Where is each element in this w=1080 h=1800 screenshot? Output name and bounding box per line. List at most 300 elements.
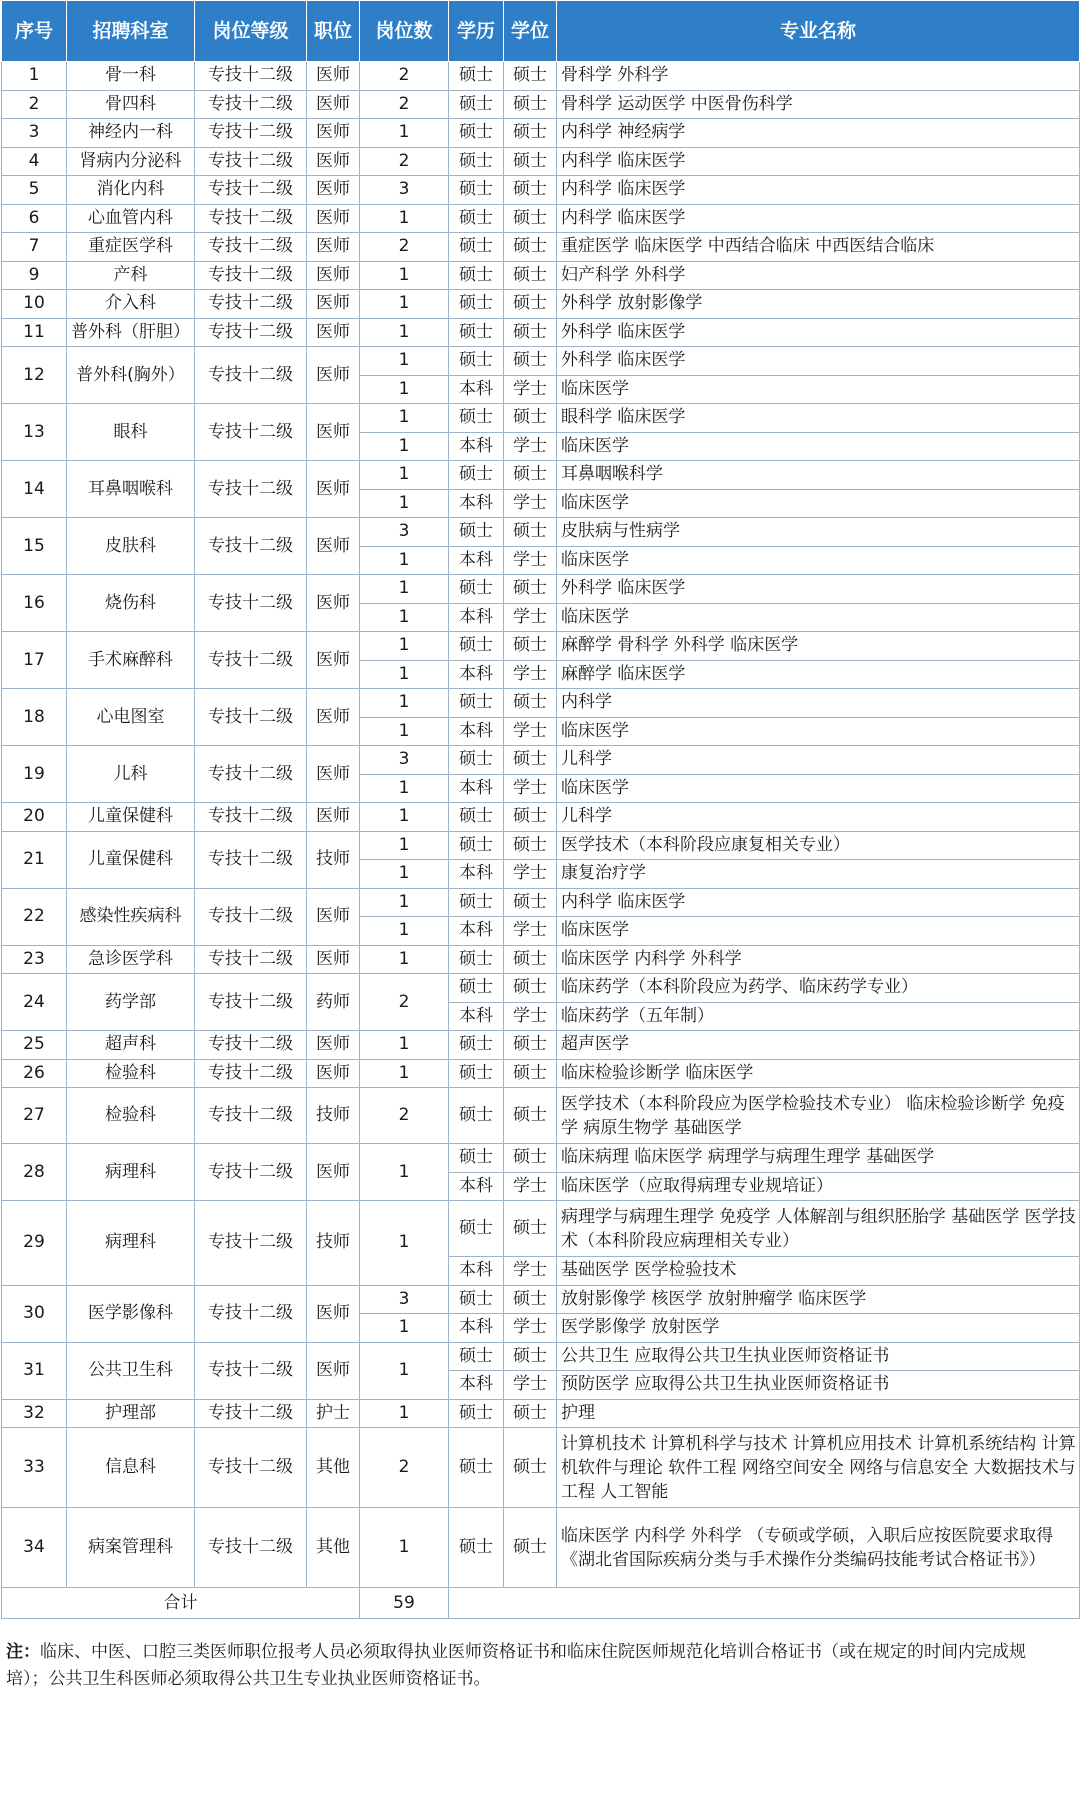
cell-title: 医师 [307, 575, 360, 632]
cell-degree: 硕士 [504, 1342, 557, 1371]
cell-dept: 骨四科 [67, 90, 195, 119]
cell-grade: 专技十二级 [195, 831, 307, 888]
cell-major: 皮肤病与性病学 [557, 518, 1080, 547]
cell-count: 1 [360, 461, 449, 490]
cell-title: 医师 [307, 204, 360, 233]
cell-seq: 5 [2, 176, 67, 205]
cell-count: 3 [360, 518, 449, 547]
cell-education: 硕士 [449, 1342, 504, 1371]
cell-dept: 病理科 [67, 1201, 195, 1286]
cell-dept: 儿童保健科 [67, 831, 195, 888]
cell-major: 放射影像学 核医学 放射肿瘤学 临床医学 [557, 1285, 1080, 1314]
header-major: 专业名称 [557, 1, 1080, 62]
cell-degree: 硕士 [504, 974, 557, 1003]
table-row [2, 518, 1080, 547]
cell-grade: 专技十二级 [195, 318, 307, 347]
cell-education: 硕士 [449, 318, 504, 347]
cell-title: 药师 [307, 974, 360, 1031]
cell-major: 临床医学 [557, 546, 1080, 575]
cell-education: 硕士 [449, 204, 504, 233]
cell-education: 本科 [449, 1002, 504, 1031]
cell-degree: 学士 [504, 1314, 557, 1343]
cell-degree: 硕士 [504, 1201, 557, 1257]
cell-degree: 硕士 [504, 404, 557, 433]
cell-education: 硕士 [449, 1201, 504, 1257]
cell-title: 护士 [307, 1399, 360, 1428]
cell-major: 内科学 临床医学 [557, 204, 1080, 233]
cell-major: 护理 [557, 1399, 1080, 1428]
cell-degree: 硕士 [504, 62, 557, 91]
cell-count: 1 [360, 945, 449, 974]
cell-grade: 专技十二级 [195, 347, 307, 404]
cell-seq: 33 [2, 1428, 67, 1508]
cell-major: 康复治疗学 [557, 860, 1080, 889]
cell-education: 硕士 [449, 888, 504, 917]
cell-seq: 10 [2, 290, 67, 319]
total-empty [449, 1588, 1080, 1619]
cell-degree: 硕士 [504, 1428, 557, 1508]
cell-major: 骨科学 运动医学 中医骨伤科学 [557, 90, 1080, 119]
cell-seq: 20 [2, 803, 67, 832]
cell-grade: 专技十二级 [195, 261, 307, 290]
cell-count: 1 [360, 489, 449, 518]
table-row [2, 974, 1080, 1003]
cell-grade: 专技十二级 [195, 888, 307, 945]
header-grade: 岗位等级 [195, 1, 307, 62]
cell-count: 1 [360, 888, 449, 917]
cell-title: 医师 [307, 518, 360, 575]
cell-seq: 2 [2, 90, 67, 119]
cell-degree: 学士 [504, 1371, 557, 1400]
cell-dept: 感染性疾病科 [67, 888, 195, 945]
cell-major: 临床医学 [557, 489, 1080, 518]
cell-grade: 专技十二级 [195, 1144, 307, 1201]
cell-seq: 21 [2, 831, 67, 888]
cell-degree: 硕士 [504, 746, 557, 775]
table-row [2, 1428, 1080, 1508]
cell-title: 医师 [307, 461, 360, 518]
cell-count: 1 [360, 1031, 449, 1060]
cell-seq: 17 [2, 632, 67, 689]
cell-count: 1 [360, 318, 449, 347]
cell-grade: 专技十二级 [195, 518, 307, 575]
cell-title: 技师 [307, 1201, 360, 1286]
cell-major: 病理学与病理生理学 免疫学 人体解剖与组织胚胎学 基础医学 医学技术（本科阶段应病理相关专业） [557, 1201, 1080, 1257]
cell-education: 硕士 [449, 518, 504, 547]
cell-dept: 手术麻醉科 [67, 632, 195, 689]
cell-grade: 专技十二级 [195, 90, 307, 119]
table-row [2, 1088, 1080, 1144]
total-value: 59 [360, 1588, 449, 1619]
cell-grade: 专技十二级 [195, 1428, 307, 1508]
cell-dept: 病案管理科 [67, 1508, 195, 1588]
cell-seq: 34 [2, 1508, 67, 1588]
cell-degree: 硕士 [504, 1285, 557, 1314]
cell-education: 本科 [449, 1371, 504, 1400]
table-row [2, 1031, 1080, 1060]
cell-grade: 专技十二级 [195, 204, 307, 233]
cell-count: 1 [360, 1059, 449, 1088]
cell-grade: 专技十二级 [195, 945, 307, 974]
cell-major: 超声医学 [557, 1031, 1080, 1060]
cell-grade: 专技十二级 [195, 404, 307, 461]
cell-seq: 26 [2, 1059, 67, 1088]
cell-degree: 硕士 [504, 689, 557, 718]
cell-count: 1 [360, 917, 449, 946]
cell-major: 临床病理 临床医学 病理学与病理生理学 基础医学 [557, 1144, 1080, 1173]
cell-grade: 专技十二级 [195, 1088, 307, 1144]
cell-major: 内科学 临床医学 [557, 176, 1080, 205]
cell-major: 临床医学 [557, 774, 1080, 803]
cell-dept: 儿童保健科 [67, 803, 195, 832]
cell-major: 骨科学 外科学 [557, 62, 1080, 91]
cell-degree: 学士 [504, 917, 557, 946]
cell-count: 1 [360, 774, 449, 803]
cell-seq: 16 [2, 575, 67, 632]
cell-major: 内科学 临床医学 [557, 147, 1080, 176]
cell-count: 1 [360, 546, 449, 575]
cell-seq: 29 [2, 1201, 67, 1286]
cell-title: 技师 [307, 831, 360, 888]
cell-dept: 药学部 [67, 974, 195, 1031]
cell-degree: 硕士 [504, 233, 557, 262]
cell-seq: 9 [2, 261, 67, 290]
table-row [2, 1144, 1080, 1173]
cell-dept: 眼科 [67, 404, 195, 461]
cell-count: 1 [360, 1399, 449, 1428]
cell-degree: 硕士 [504, 1508, 557, 1588]
cell-education: 本科 [449, 1257, 504, 1286]
cell-seq: 4 [2, 147, 67, 176]
cell-count: 1 [360, 632, 449, 661]
cell-education: 硕士 [449, 945, 504, 974]
cell-major: 临床医学 [557, 717, 1080, 746]
cell-dept: 皮肤科 [67, 518, 195, 575]
cell-grade: 专技十二级 [195, 1031, 307, 1060]
table-header-row [2, 1, 1080, 62]
cell-major: 临床医学 [557, 375, 1080, 404]
cell-education: 硕士 [449, 1088, 504, 1144]
cell-seq: 12 [2, 347, 67, 404]
cell-education: 本科 [449, 546, 504, 575]
cell-dept: 产科 [67, 261, 195, 290]
cell-major: 麻醉学 临床医学 [557, 660, 1080, 689]
cell-title: 医师 [307, 404, 360, 461]
table-row [2, 575, 1080, 604]
cell-education: 硕士 [449, 831, 504, 860]
cell-title: 医师 [307, 1144, 360, 1201]
footnote [6, 1639, 1068, 1693]
cell-dept: 检验科 [67, 1059, 195, 1088]
cell-grade: 专技十二级 [195, 632, 307, 689]
cell-grade: 专技十二级 [195, 974, 307, 1031]
cell-title: 医师 [307, 689, 360, 746]
table-row [2, 945, 1080, 974]
cell-grade: 专技十二级 [195, 290, 307, 319]
table-row [2, 1285, 1080, 1314]
cell-grade: 专技十二级 [195, 233, 307, 262]
table-row [2, 90, 1080, 119]
cell-count: 3 [360, 176, 449, 205]
cell-dept: 肾病内分泌科 [67, 147, 195, 176]
cell-major: 临床医学 [557, 603, 1080, 632]
table-row [2, 831, 1080, 860]
cell-count: 1 [360, 1342, 449, 1399]
cell-title: 医师 [307, 1285, 360, 1342]
cell-title: 医师 [307, 945, 360, 974]
table-row [2, 62, 1080, 91]
cell-seq: 30 [2, 1285, 67, 1342]
cell-major: 临床医学（应取得病理专业规培证） [557, 1172, 1080, 1201]
table-row [2, 347, 1080, 376]
cell-dept: 病理科 [67, 1144, 195, 1201]
cell-title: 医师 [307, 888, 360, 945]
table-row [2, 1059, 1080, 1088]
cell-count: 1 [360, 575, 449, 604]
cell-dept: 骨一科 [67, 62, 195, 91]
cell-education: 本科 [449, 603, 504, 632]
cell-grade: 专技十二级 [195, 1059, 307, 1088]
cell-degree: 学士 [504, 489, 557, 518]
cell-major: 公共卫生 应取得公共卫生执业医师资格证书 [557, 1342, 1080, 1371]
cell-seq: 25 [2, 1031, 67, 1060]
cell-count: 1 [360, 204, 449, 233]
table-row [2, 461, 1080, 490]
cell-count: 2 [360, 90, 449, 119]
cell-dept: 检验科 [67, 1088, 195, 1144]
cell-education: 硕士 [449, 1144, 504, 1173]
cell-dept: 神经内一科 [67, 119, 195, 148]
cell-seq: 24 [2, 974, 67, 1031]
cell-degree: 学士 [504, 432, 557, 461]
cell-education: 硕士 [449, 689, 504, 718]
cell-seq: 31 [2, 1342, 67, 1399]
cell-major: 临床药学（五年制） [557, 1002, 1080, 1031]
table-row [2, 632, 1080, 661]
table-row [2, 888, 1080, 917]
cell-dept: 护理部 [67, 1399, 195, 1428]
cell-major: 医学影像学 放射医学 [557, 1314, 1080, 1343]
header-count: 岗位数 [360, 1, 449, 62]
cell-education: 硕士 [449, 1399, 504, 1428]
cell-education: 硕士 [449, 1508, 504, 1588]
cell-education: 硕士 [449, 803, 504, 832]
cell-education: 硕士 [449, 90, 504, 119]
cell-grade: 专技十二级 [195, 1342, 307, 1399]
cell-title: 医师 [307, 746, 360, 803]
cell-grade: 专技十二级 [195, 575, 307, 632]
table-row [2, 1399, 1080, 1428]
cell-count: 2 [360, 1428, 449, 1508]
cell-degree: 学士 [504, 717, 557, 746]
footnote-prefix: 注： [6, 1642, 40, 1662]
cell-title: 医师 [307, 90, 360, 119]
cell-major: 预防医学 应取得公共卫生执业医师资格证书 [557, 1371, 1080, 1400]
cell-major: 外科学 放射影像学 [557, 290, 1080, 319]
cell-major: 内科学 临床医学 [557, 888, 1080, 917]
cell-dept: 儿科 [67, 746, 195, 803]
cell-dept: 医学影像科 [67, 1285, 195, 1342]
cell-degree: 硕士 [504, 318, 557, 347]
cell-major: 妇产科学 外科学 [557, 261, 1080, 290]
cell-major: 麻醉学 骨科学 外科学 临床医学 [557, 632, 1080, 661]
cell-degree: 硕士 [504, 575, 557, 604]
cell-education: 本科 [449, 717, 504, 746]
cell-seq: 6 [2, 204, 67, 233]
cell-dept: 超声科 [67, 1031, 195, 1060]
cell-seq: 27 [2, 1088, 67, 1144]
cell-dept: 消化内科 [67, 176, 195, 205]
cell-education: 本科 [449, 1172, 504, 1201]
cell-education: 本科 [449, 1314, 504, 1343]
cell-education: 硕士 [449, 347, 504, 376]
cell-title: 技师 [307, 1088, 360, 1144]
cell-education: 硕士 [449, 575, 504, 604]
cell-seq: 7 [2, 233, 67, 262]
cell-degree: 硕士 [504, 1031, 557, 1060]
cell-degree: 学士 [504, 603, 557, 632]
cell-grade: 专技十二级 [195, 461, 307, 518]
header-degree: 学位 [504, 1, 557, 62]
cell-count: 1 [360, 1508, 449, 1588]
cell-degree: 硕士 [504, 1088, 557, 1144]
cell-major: 外科学 临床医学 [557, 347, 1080, 376]
cell-grade: 专技十二级 [195, 689, 307, 746]
cell-title: 医师 [307, 318, 360, 347]
table-row [2, 204, 1080, 233]
cell-degree: 学士 [504, 660, 557, 689]
cell-education: 硕士 [449, 147, 504, 176]
table-body [2, 62, 1080, 1619]
cell-seq: 23 [2, 945, 67, 974]
cell-seq: 11 [2, 318, 67, 347]
cell-count: 2 [360, 62, 449, 91]
header-title: 职位 [307, 1, 360, 62]
cell-degree: 学士 [504, 1172, 557, 1201]
cell-degree: 硕士 [504, 119, 557, 148]
cell-seq: 19 [2, 746, 67, 803]
recruitment-table [1, 0, 1080, 1619]
cell-education: 硕士 [449, 1428, 504, 1508]
table-row [2, 176, 1080, 205]
cell-title: 医师 [307, 1342, 360, 1399]
cell-education: 本科 [449, 917, 504, 946]
cell-major: 医学技术（本科阶段应康复相关专业） [557, 831, 1080, 860]
cell-seq: 32 [2, 1399, 67, 1428]
total-row [2, 1588, 1080, 1619]
cell-grade: 专技十二级 [195, 1508, 307, 1588]
cell-degree: 学士 [504, 1002, 557, 1031]
cell-education: 本科 [449, 489, 504, 518]
table-row [2, 404, 1080, 433]
cell-major: 儿科学 [557, 746, 1080, 775]
cell-degree: 硕士 [504, 518, 557, 547]
cell-seq: 28 [2, 1144, 67, 1201]
cell-count: 1 [360, 1144, 449, 1201]
cell-degree: 硕士 [504, 204, 557, 233]
cell-title: 医师 [307, 147, 360, 176]
cell-count: 1 [360, 860, 449, 889]
table-row [2, 746, 1080, 775]
header-education: 学历 [449, 1, 504, 62]
cell-grade: 专技十二级 [195, 176, 307, 205]
cell-count: 1 [360, 261, 449, 290]
table-row [2, 290, 1080, 319]
cell-degree: 硕士 [504, 90, 557, 119]
cell-grade: 专技十二级 [195, 62, 307, 91]
cell-major: 临床医学 内科学 外科学 [557, 945, 1080, 974]
footnote-text: 临床、中医、口腔三类医师职位报考人员必须取得执业医师资格证书和临床住院医师规范化培训合格证书（或在规定的时间内完成规培）；公共卫生科医师必须取得公共卫生专业执业医师资格证书。 [6, 1642, 1026, 1689]
cell-count: 1 [360, 803, 449, 832]
cell-education: 本科 [449, 860, 504, 889]
cell-education: 硕士 [449, 233, 504, 262]
header-seq: 序号 [2, 1, 67, 62]
cell-count: 3 [360, 1285, 449, 1314]
table-row [2, 119, 1080, 148]
cell-title: 医师 [307, 62, 360, 91]
cell-degree: 硕士 [504, 261, 557, 290]
cell-degree: 学士 [504, 546, 557, 575]
cell-major: 眼科学 临床医学 [557, 404, 1080, 433]
cell-education: 硕士 [449, 62, 504, 91]
cell-degree: 硕士 [504, 461, 557, 490]
cell-education: 硕士 [449, 1031, 504, 1060]
cell-education: 本科 [449, 375, 504, 404]
cell-grade: 专技十二级 [195, 1399, 307, 1428]
table-row [2, 689, 1080, 718]
cell-seq: 14 [2, 461, 67, 518]
cell-major: 临床医学 [557, 917, 1080, 946]
cell-degree: 学士 [504, 860, 557, 889]
cell-title: 医师 [307, 347, 360, 404]
cell-count: 1 [360, 1201, 449, 1286]
cell-major: 内科学 神经病学 [557, 119, 1080, 148]
cell-education: 硕士 [449, 290, 504, 319]
cell-grade: 专技十二级 [195, 1285, 307, 1342]
table-row [2, 233, 1080, 262]
cell-major: 外科学 临床医学 [557, 575, 1080, 604]
cell-seq: 15 [2, 518, 67, 575]
cell-count: 1 [360, 717, 449, 746]
cell-degree: 硕士 [504, 176, 557, 205]
cell-degree: 硕士 [504, 1059, 557, 1088]
cell-major: 临床药学（本科阶段应为药学、临床药学专业） [557, 974, 1080, 1003]
cell-seq: 1 [2, 62, 67, 91]
cell-count: 2 [360, 147, 449, 176]
cell-major: 外科学 临床医学 [557, 318, 1080, 347]
cell-major: 儿科学 [557, 803, 1080, 832]
cell-title: 医师 [307, 261, 360, 290]
cell-degree: 学士 [504, 1257, 557, 1286]
cell-title: 医师 [307, 1059, 360, 1088]
cell-count: 1 [360, 375, 449, 404]
cell-title: 其他 [307, 1508, 360, 1588]
cell-dept: 普外科（肝胆） [67, 318, 195, 347]
cell-education: 硕士 [449, 404, 504, 433]
table-row [2, 1201, 1080, 1257]
cell-dept: 耳鼻咽喉科 [67, 461, 195, 518]
cell-degree: 硕士 [504, 632, 557, 661]
cell-title: 医师 [307, 233, 360, 262]
cell-title: 医师 [307, 632, 360, 689]
cell-education: 硕士 [449, 119, 504, 148]
cell-degree: 硕士 [504, 290, 557, 319]
cell-education: 本科 [449, 432, 504, 461]
cell-education: 硕士 [449, 632, 504, 661]
cell-dept: 信息科 [67, 1428, 195, 1508]
cell-count: 3 [360, 746, 449, 775]
cell-degree: 硕士 [504, 1144, 557, 1173]
